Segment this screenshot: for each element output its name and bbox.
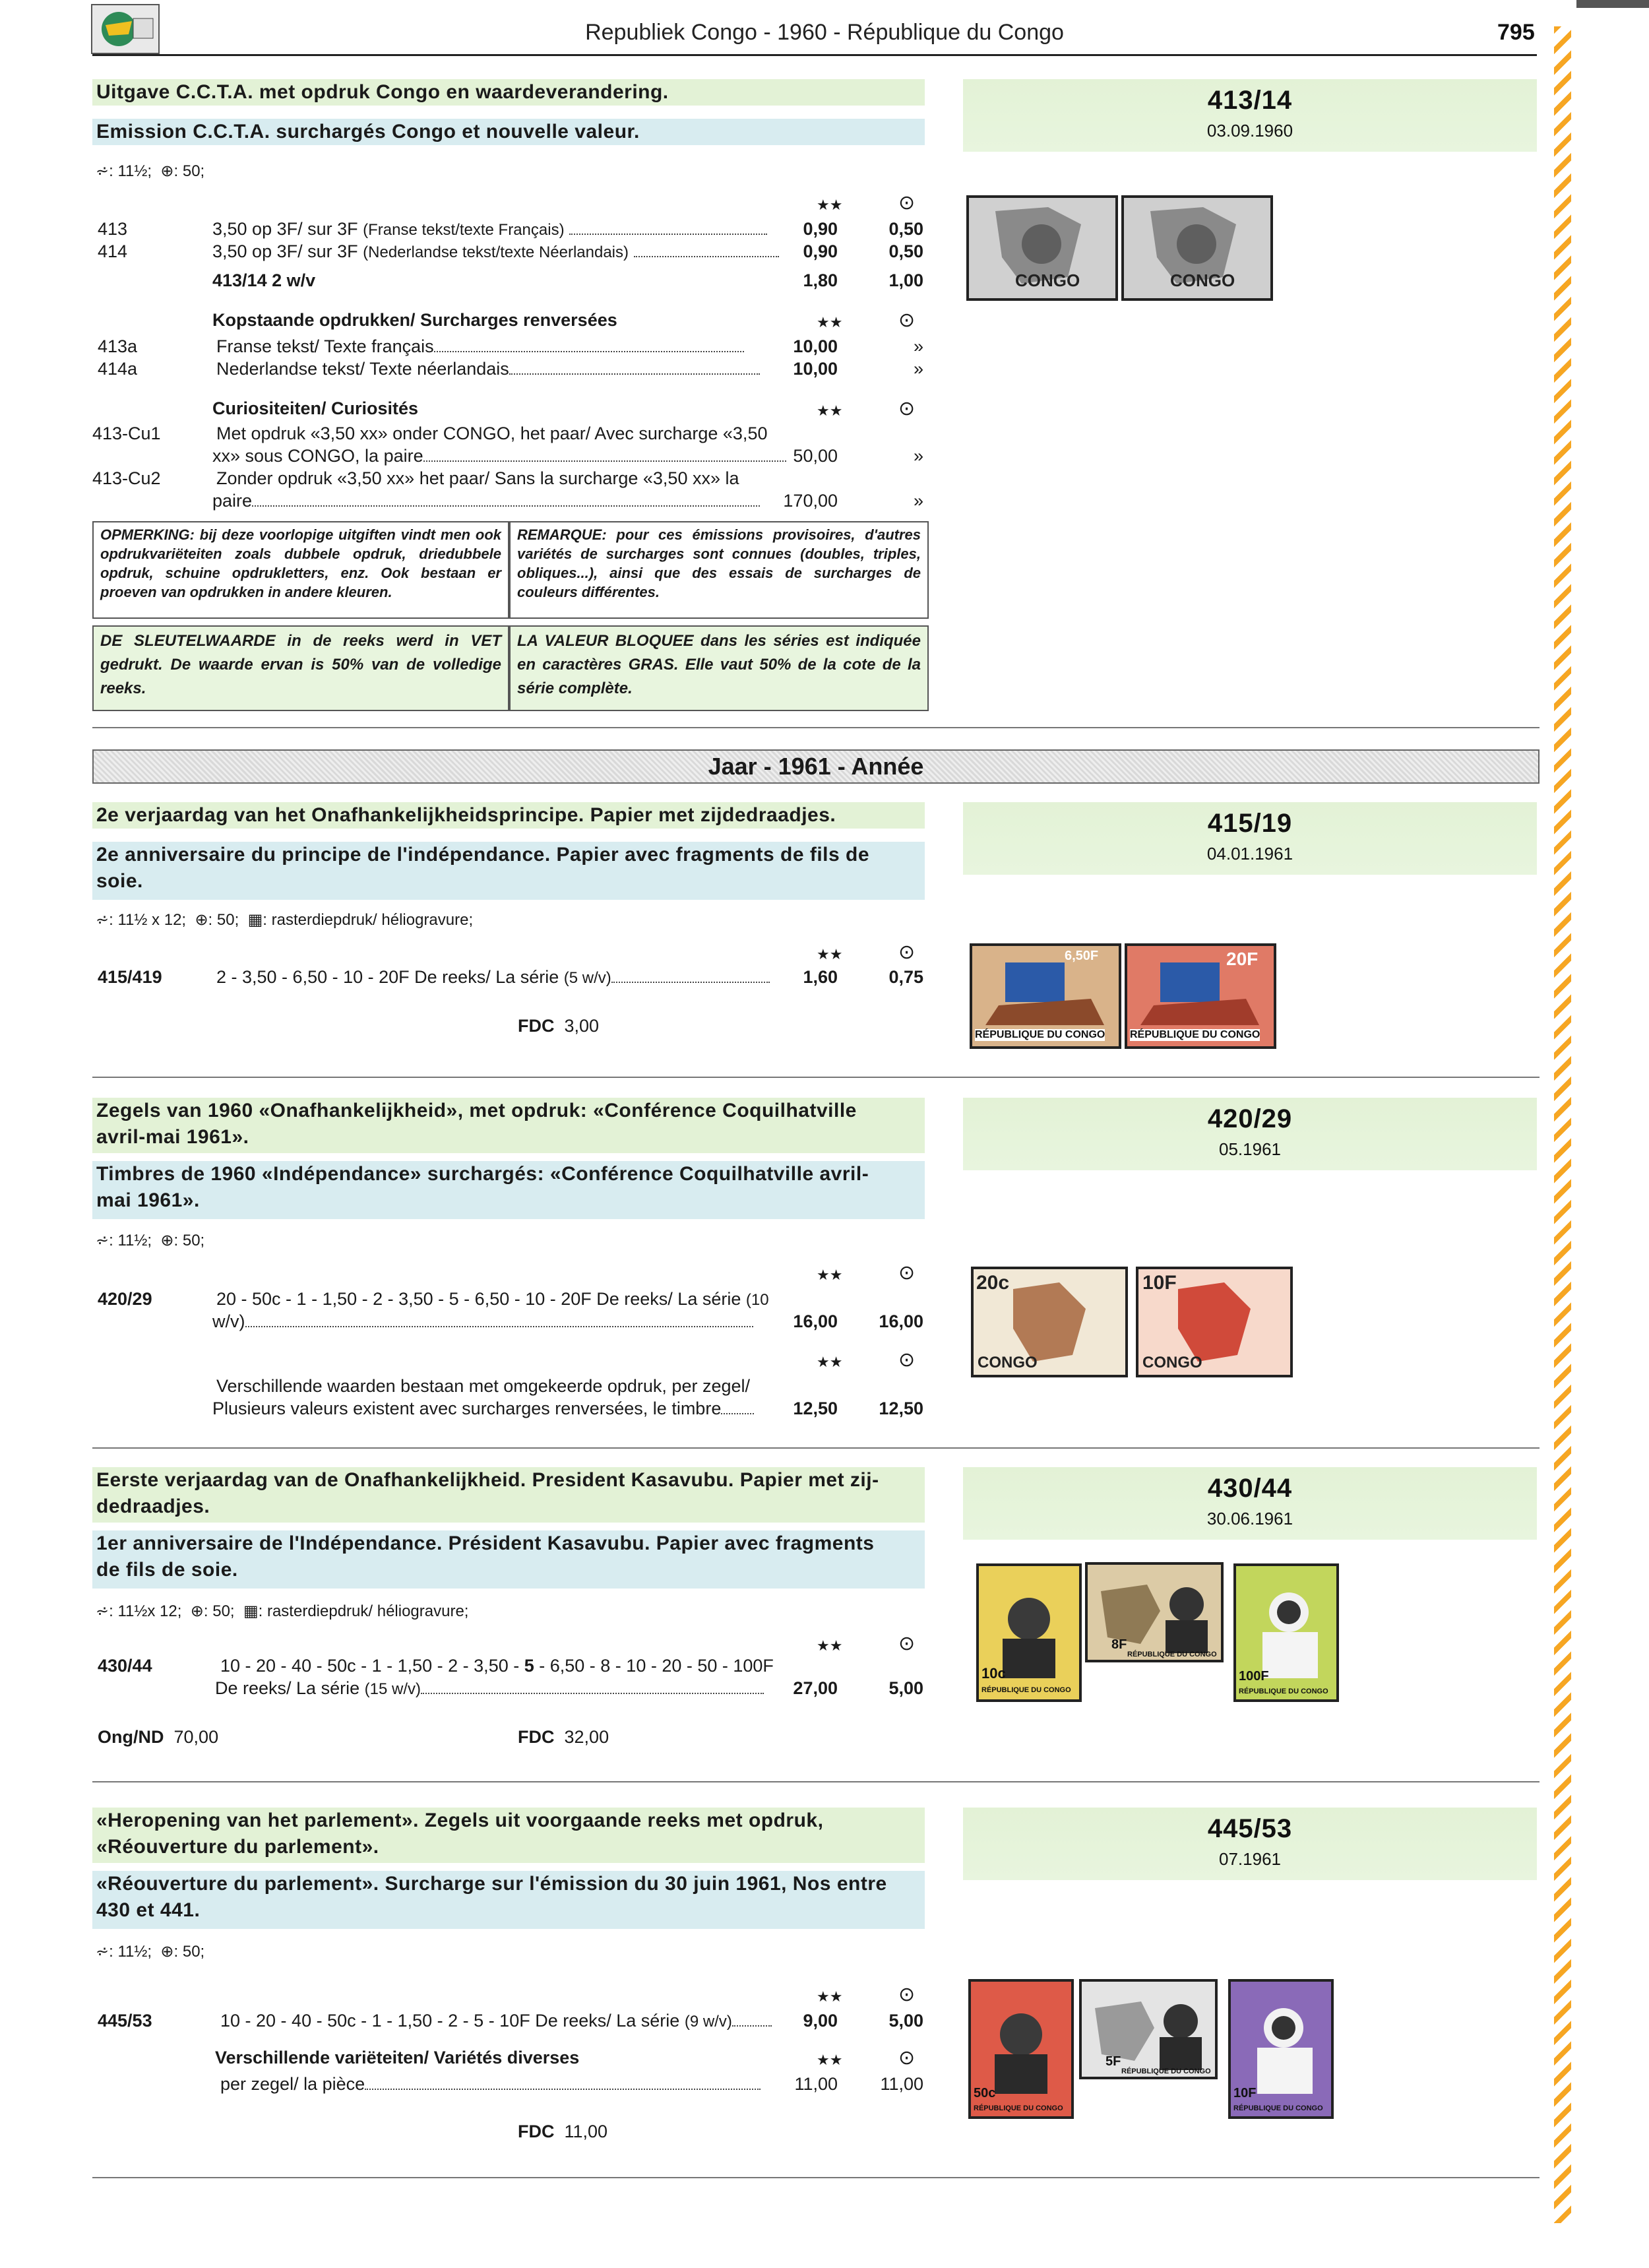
used-header: ⊙ bbox=[898, 398, 916, 420]
stamp-country: RÉPUBLIQUE DU CONGO bbox=[1233, 2104, 1323, 2112]
row-mint-value: 9,00 bbox=[803, 2011, 838, 2031]
perforation-icon: ⩫ bbox=[96, 1602, 109, 1620]
row-description: 10 - 20 - 40 - 50c - 1 - 1,50 - 2 - 3,50 - 5 - 6,50 - 8 - 10 - 20 - 50 - 100F bbox=[220, 1656, 774, 1676]
row-description: Zonder opdruk «3,50 xx» het paar/ Sans la surcharge «3,50 xx» la bbox=[216, 468, 739, 488]
used-header: ⊙ bbox=[898, 1262, 916, 1284]
page-number: 795 bbox=[1497, 20, 1535, 45]
variety-description: Verschillende waarden bestaan met omgekeerde opdruk, per zegel/ bbox=[216, 1376, 750, 1396]
stamp-value: 100F bbox=[1239, 1669, 1269, 1684]
catalogue-number: 445/53 bbox=[1207, 1814, 1293, 1843]
row-mint-value: 27,00 bbox=[793, 1678, 838, 1698]
section2-title-fr: 2e anniversaire du principe de l'indépendance. Papier avec fragments de fils de soie. bbox=[92, 842, 925, 900]
perforation-icon: ⩫ bbox=[96, 911, 109, 929]
mint-header: ★★ bbox=[817, 402, 843, 419]
section1-title-fr: Emission C.C.T.A. surchargés Congo et nouvelle valeur. bbox=[92, 119, 925, 145]
catalogue-number: 430/44 bbox=[1207, 1474, 1293, 1503]
row-description-cont: w/v) bbox=[212, 1311, 753, 1332]
row-used-value: 0,50 bbox=[888, 241, 923, 261]
stamp-450 bbox=[1079, 1979, 1218, 2079]
row-mint-value: 10,00 bbox=[793, 336, 838, 356]
imperforate-price: Ong/ND 70,00 bbox=[98, 1727, 219, 1747]
stamp-414 bbox=[1121, 195, 1273, 301]
page-header-title: Republiek Congo - 1960 - République du Congo bbox=[585, 20, 1064, 45]
stamp-value: 10c bbox=[981, 1665, 1006, 1682]
section4-catalogue-box bbox=[963, 1467, 1537, 1540]
row-used-value: » bbox=[913, 359, 923, 379]
used-header: ⊙ bbox=[898, 1349, 916, 1371]
row-used-value: » bbox=[913, 446, 923, 466]
row-number: 413-Cu1 bbox=[92, 424, 161, 443]
section2-title-nl: 2e verjaardag van het Onafhankelijkheidsprincipe. Papier met zijdedraadjes. bbox=[92, 802, 925, 829]
issue-date: 30.06.1961 bbox=[1206, 1509, 1293, 1528]
row-description: Nederlandse tekst/ Texte néerlandais bbox=[216, 359, 760, 379]
section-divider bbox=[92, 1781, 1540, 1782]
section-divider bbox=[92, 2177, 1540, 2178]
row-number: 414 bbox=[98, 241, 128, 261]
section2-catalogue-box bbox=[963, 802, 1537, 875]
sheet-icon: ⊕ bbox=[160, 162, 174, 180]
row-mint-value: 170,00 bbox=[783, 491, 838, 511]
perforation-value: 11½; bbox=[117, 162, 152, 180]
sheet-icon: ⊕ bbox=[160, 1943, 174, 1961]
section3-catalogue-box bbox=[963, 1098, 1537, 1170]
row-number: 413 bbox=[98, 219, 128, 239]
row-used-value: 16,00 bbox=[879, 1311, 923, 1331]
section3-title-fr: Timbres de 1960 «Indépendance» surchargés: «Conférence Coquilhatville avril- mai 1961». bbox=[92, 1161, 925, 1219]
stamp-value: 8F bbox=[1111, 1637, 1127, 1652]
page-edge-shadow bbox=[1576, 0, 1649, 8]
stamp-429 bbox=[1136, 1267, 1293, 1377]
row-mint-value: 0,90 bbox=[803, 219, 838, 239]
row-description: 2 - 3,50 - 6,50 - 10 - 20F De reeks/ La série (5 w/v) bbox=[216, 967, 770, 988]
used-header: ⊙ bbox=[898, 1984, 916, 2005]
section4-title-fr: 1er anniversaire de l'Indépendance. Président Kasavubu. Papier avec fragments de fils de soie. bbox=[92, 1530, 925, 1589]
section1-title-nl: Uitgave C.C.T.A. met opdruk Congo en waardeverandering. bbox=[92, 79, 925, 106]
key-value-box-nl: DE SLEUTELWAARDE in de reeks werd in VET gedrukt. De waarde ervan is 50% van de volledige reeks. bbox=[92, 625, 509, 711]
mint-header: ★★ bbox=[817, 314, 843, 331]
row-used-value: 5,00 bbox=[888, 2011, 923, 2031]
stamp-country: RÉPUBLIQUE DU CONGO bbox=[1239, 1687, 1328, 1695]
section1-specs: ⩫: 11½; ⊕: 50; bbox=[96, 162, 205, 180]
row-number: 420/29 bbox=[98, 1289, 152, 1309]
row-mint-value: 1,60 bbox=[803, 967, 838, 987]
used-header: ⊙ bbox=[898, 941, 916, 963]
stamp-436 bbox=[1085, 1562, 1224, 1662]
varieties-heading: Verschillende variëteiten/ Variétés diverses bbox=[215, 2048, 580, 2067]
stamp-overprint: CONGO bbox=[1170, 270, 1235, 290]
printing-icon: ▦ bbox=[247, 911, 263, 929]
row-used-value: 5,00 bbox=[888, 1678, 923, 1698]
mint-header: ★★ bbox=[817, 1988, 843, 2005]
stamp-country: RÉPUBLIQUE DU CONGO bbox=[974, 2104, 1063, 2112]
mint-header: ★★ bbox=[817, 197, 843, 213]
stamp-country: CONGO bbox=[1142, 1354, 1202, 1371]
variety-used-value: 12,50 bbox=[879, 1399, 923, 1418]
decorative-stripe-border bbox=[1554, 26, 1571, 2223]
variety-mint-value: 11,00 bbox=[794, 2074, 838, 2094]
stamp-value: 50c bbox=[974, 2086, 996, 2100]
perforation-icon: ⩫ bbox=[96, 1232, 109, 1249]
section5-specs: ⩫: 11½; ⊕: 50; bbox=[96, 1943, 205, 1961]
row-mint-value: 50,00 bbox=[793, 446, 838, 466]
mint-header: ★★ bbox=[817, 1354, 843, 1370]
fdc-price: FDC 11,00 bbox=[518, 2122, 608, 2141]
row-description: Franse tekst/ Texte français bbox=[216, 336, 744, 357]
section1-catalogue-box bbox=[963, 79, 1537, 152]
stamp-country: RÉPUBLIQUE DU CONGO bbox=[1121, 2067, 1211, 2075]
sheet-icon: ⊕ bbox=[195, 911, 208, 929]
set-total-label: 413/14 2 w/v bbox=[212, 270, 316, 290]
curiosities-heading: Curiositeiten/ Curiosités bbox=[212, 398, 419, 418]
sheet-value: 50; bbox=[182, 162, 205, 180]
stamp-453 bbox=[1228, 1979, 1334, 2119]
row-used-value: 0,75 bbox=[888, 967, 923, 987]
section-divider bbox=[92, 1077, 1540, 1078]
section5-title-nl: «Heropening van het parlement». Zegels uit voorgaande reeks met opdruk, «Réouverture du parlement». bbox=[92, 1808, 925, 1863]
stamp-value: 20F bbox=[1226, 949, 1259, 969]
row-number: 413a bbox=[98, 336, 138, 356]
row-description: 3,50 op 3F/ sur 3F (Nederlandse tekst/texte Néerlandais) bbox=[212, 241, 760, 262]
mint-header: ★★ bbox=[817, 2052, 843, 2068]
variety-description: per zegel/ la pièce bbox=[220, 2074, 761, 2095]
stamp-430 bbox=[976, 1563, 1082, 1702]
stamp-overprint: CONGO bbox=[1015, 270, 1080, 290]
stamp-value: 5F bbox=[1105, 2054, 1121, 2069]
stamp-value: 10F bbox=[1233, 2086, 1257, 2100]
row-mint-value: 10,00 bbox=[793, 359, 838, 379]
stamp-country: RÉPUBLIQUE DU CONGO bbox=[975, 1029, 1105, 1040]
issue-date: 03.09.1960 bbox=[1206, 121, 1293, 141]
stamp-value: 6,50F bbox=[1065, 949, 1099, 963]
row-number: 415/419 bbox=[98, 967, 162, 987]
catalogue-number: 420/29 bbox=[1207, 1104, 1293, 1133]
used-header: ⊙ bbox=[898, 2047, 916, 2069]
set-total-used: 1,00 bbox=[888, 270, 923, 290]
variety-mint-value: 12,50 bbox=[793, 1399, 838, 1418]
section3-specs: ⩫: 11½; ⊕: 50; bbox=[96, 1232, 205, 1249]
section2-specs: ⩫: 11½ x 12; ⊕: 50; ▦: rasterdiepdruk/ héliogravure; bbox=[96, 911, 474, 929]
row-description: Met opdruk «3,50 xx» onder CONGO, het paar/ Avec surcharge «3,50 bbox=[216, 424, 768, 443]
row-used-value: » bbox=[913, 491, 923, 511]
row-number: 445/53 bbox=[98, 2011, 152, 2031]
header-rule bbox=[92, 54, 1537, 56]
row-number: 430/44 bbox=[98, 1656, 152, 1676]
section5-title-fr: «Réouverture du parlement». Surcharge sur l'émission du 30 juin 1961, Nos entre 430 et 441. bbox=[92, 1871, 925, 1929]
row-mint-value: 0,90 bbox=[803, 241, 838, 261]
section3-title-nl: Zegels van 1960 «Onafhankelijkheid», met opdruk: «Conférence Coquilhatville avril-mai 1961». bbox=[92, 1098, 925, 1153]
sheet-icon: ⊕ bbox=[160, 1232, 174, 1249]
sheet-icon: ⊕ bbox=[190, 1602, 204, 1620]
variety-used-value: 11,00 bbox=[880, 2074, 923, 2094]
key-value-box-fr: LA VALEUR BLOQUEE dans les séries est indiquée en caractères GRAS. Elle vaut 50% de la cote de la série complète. bbox=[509, 625, 929, 711]
note-box-fr: REMARQUE: pour ces émissions provisoires, d'autres variétés de surcharges sont connues (doubles, triples, obliques...), ainsi que des essais de surcharges de couleurs différentes. bbox=[509, 521, 929, 619]
section-divider bbox=[92, 1447, 1540, 1449]
mint-header: ★★ bbox=[817, 1637, 843, 1654]
row-used-value: 0,50 bbox=[888, 219, 923, 239]
section4-title-nl: Eerste verjaardag van de Onafhankelijkheid. President Kasavubu. Papier met zij- dedraadjes. bbox=[92, 1467, 925, 1523]
fdc-price: FDC 32,00 bbox=[518, 1727, 609, 1747]
row-description-cont: paire bbox=[212, 491, 760, 511]
stamp-415 bbox=[970, 943, 1121, 1049]
row-number: 413-Cu2 bbox=[92, 468, 161, 488]
row-description: 20 - 50c - 1 - 1,50 - 2 - 3,50 - 5 - 6,50 - 10 - 20F De reeks/ La série (10 bbox=[216, 1289, 769, 1309]
note-box-nl: OPMERKING: bij deze voorlopige uitgiften vindt men ook opdrukvariëteiten zoals dubbele opdruk, driedubbele opdruk, schuine opdrukletters, enz. Ook bestaan er proeven van opdrukken in andere kleuren. bbox=[92, 521, 509, 619]
section-divider bbox=[92, 727, 1540, 728]
row-description-cont: xx» sous CONGO, la paire bbox=[212, 446, 786, 466]
stamp-country: RÉPUBLIQUE DU CONGO bbox=[981, 1686, 1071, 1694]
mint-header: ★★ bbox=[817, 1267, 843, 1283]
stamp-413 bbox=[966, 195, 1118, 301]
mint-header: ★★ bbox=[817, 946, 843, 962]
inverted-heading: Kopstaande opdrukken/ Surcharges renversées bbox=[212, 310, 617, 330]
used-header: ⊙ bbox=[898, 1633, 916, 1654]
row-description: 10 - 20 - 40 - 50c - 1 - 1,50 - 2 - 5 - 10F De reeks/ La série (9 w/v) bbox=[220, 2011, 772, 2031]
stamp-419 bbox=[1125, 943, 1276, 1049]
stamp-country: RÉPUBLIQUE DU CONGO bbox=[1127, 1651, 1217, 1658]
catalogue-number: 413/14 bbox=[1207, 86, 1293, 115]
perforation-icon: ⩫ bbox=[96, 162, 109, 180]
used-header: ⊙ bbox=[898, 192, 916, 214]
stamp-country: RÉPUBLIQUE DU CONGO bbox=[1130, 1029, 1260, 1040]
stamp-value: 20c bbox=[976, 1272, 1010, 1294]
stamp-country: CONGO bbox=[978, 1354, 1038, 1371]
section4-specs: ⩫: 11½x 12; ⊕: 50; ▦: rasterdiepdruk/ héliogravure; bbox=[96, 1602, 469, 1620]
variety-description-cont: Plusieurs valeurs existent avec surcharges renversées, le timbre bbox=[212, 1399, 754, 1419]
used-header: ⊙ bbox=[898, 309, 916, 331]
row-description-cont: De reeks/ La série (15 w/v) bbox=[215, 1678, 764, 1699]
stamp-420 bbox=[971, 1267, 1128, 1377]
fdc-price: FDC 3,00 bbox=[518, 1016, 600, 1036]
section5-catalogue-box bbox=[963, 1808, 1537, 1880]
row-number: 414a bbox=[98, 359, 138, 379]
stamp-445 bbox=[968, 1979, 1074, 2119]
issue-date: 04.01.1961 bbox=[1206, 844, 1293, 864]
printing-icon: ▦ bbox=[243, 1602, 259, 1620]
stamp-444 bbox=[1233, 1563, 1339, 1702]
row-description: 3,50 op 3F/ sur 3F (Franse tekst/texte Français) bbox=[212, 219, 760, 239]
stamp-value: 10F bbox=[1142, 1272, 1177, 1294]
issue-date: 07.1961 bbox=[1219, 1849, 1281, 1869]
year-banner: Jaar - 1961 - Année bbox=[92, 749, 1540, 784]
issue-date: 05.1961 bbox=[1219, 1139, 1281, 1159]
row-mint-value: 16,00 bbox=[793, 1311, 838, 1331]
set-total-mint: 1,80 bbox=[803, 270, 838, 290]
row-used-value: » bbox=[913, 336, 923, 356]
perforation-icon: ⩫ bbox=[96, 1943, 109, 1961]
catalogue-number: 415/19 bbox=[1207, 809, 1293, 838]
